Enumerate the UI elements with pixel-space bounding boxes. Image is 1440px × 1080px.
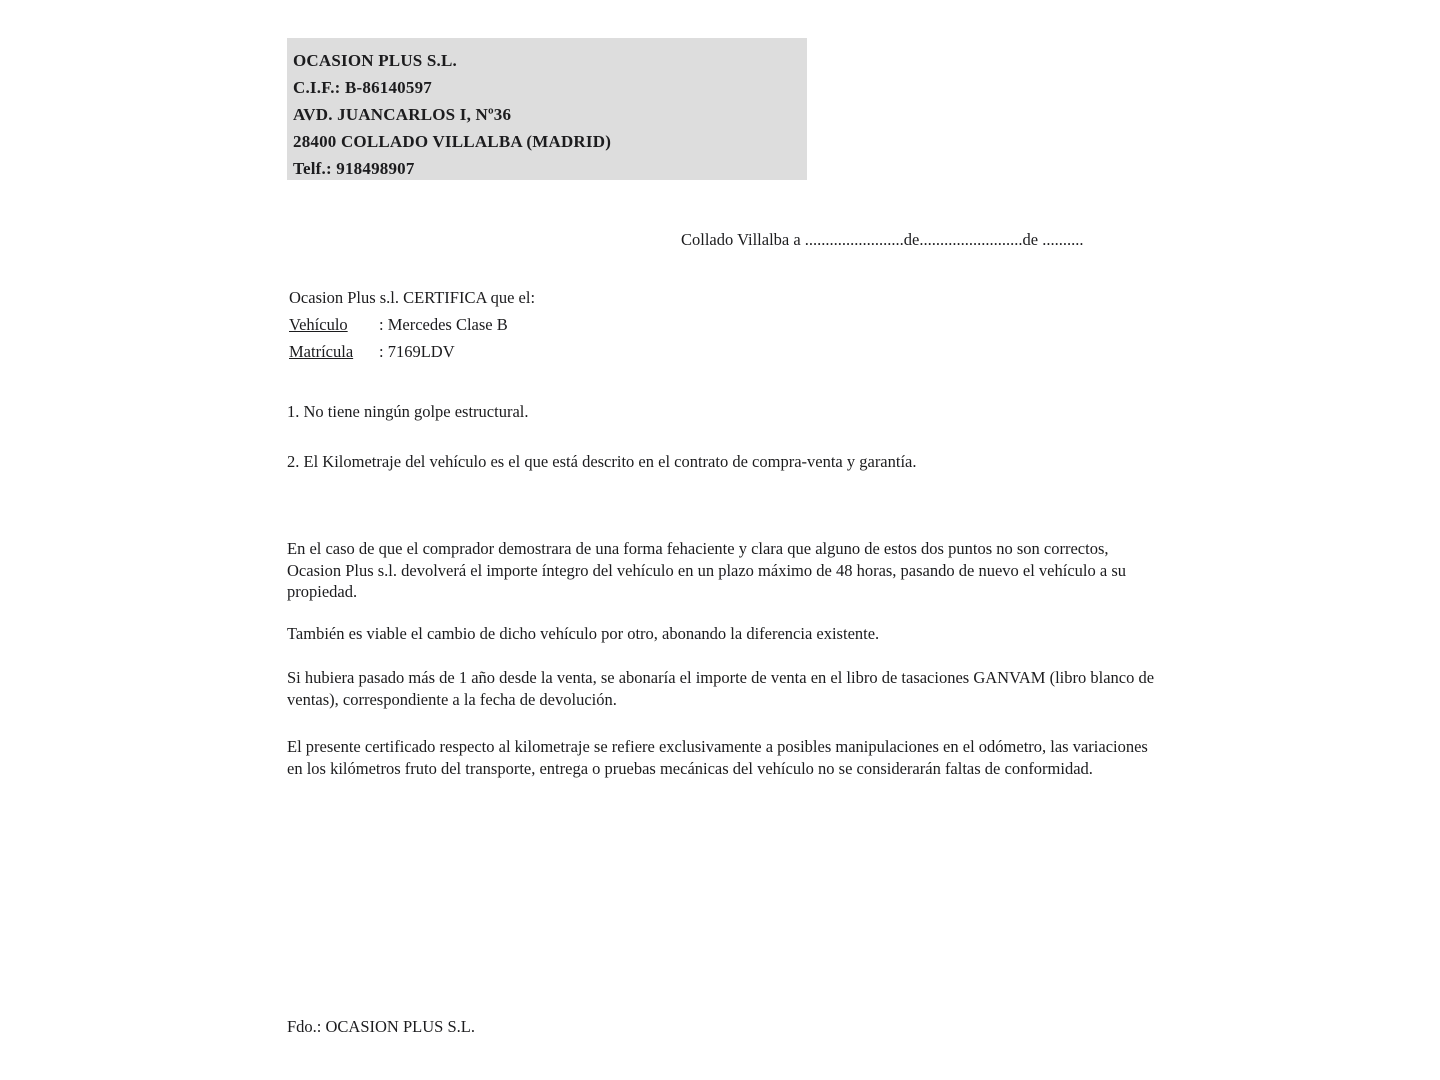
- plate-value: : 7169LDV: [379, 342, 455, 361]
- vehicle-value: : Mercedes Clase B: [379, 315, 508, 334]
- vehicle-label: Vehículo: [289, 315, 348, 334]
- company-address: AVD. JUANCARLOS I, Nº36: [293, 105, 512, 124]
- date-fill-in-line: Collado Villalba a ........................de.........................de ..........: [681, 230, 1084, 249]
- certification-block: [289, 284, 535, 365]
- certified-point-2: 2. El Kilometraje del vehículo es el que está descrito en el contrato de compra-venta y garantía.: [287, 452, 917, 471]
- odometer-disclaimer-paragraph: El presente certificado respecto al kilometraje se refiere exclusivamente a posibles manipulaciones en el odómetro, las variaciones en los kilómetros fruto del transporte, entrega o pruebas mecánicas del vehículo no se considerarán faltas de conformidad.: [287, 737, 1148, 778]
- certify-intro: Ocasion Plus s.l. CERTIFICA que el:: [289, 288, 536, 307]
- company-phone: Telf.: 918498907: [293, 159, 415, 178]
- certified-point-1: 1. No tiene ningún golpe estructural.: [287, 402, 529, 421]
- exchange-paragraph: También es viable el cambio de dicho vehículo por otro, abonando la diferencia existente.: [287, 624, 880, 643]
- signature-line: Fdo.: OCASION PLUS S.L.: [287, 1017, 475, 1036]
- company-city: 28400 COLLADO VILLALBA (MADRID): [293, 132, 612, 151]
- plate-label: Matrícula: [289, 342, 354, 361]
- company-header-block: [287, 38, 807, 180]
- vehicle-row: [289, 311, 535, 338]
- company-cif: C.I.F.: B-86140597: [293, 78, 432, 97]
- plate-row: [289, 338, 535, 365]
- ganvam-paragraph: Si hubiera pasado más de 1 año desde la venta, se abonaría el importe de venta en el libro de tasaciones GANVAM (libro blanco de ventas), correspondiente a la fecha de devolución.: [287, 668, 1155, 709]
- refund-paragraph: En el caso de que el comprador demostrara de una forma fehaciente y clara que alguno de estos dos puntos no son correctos, Ocasion Plus s.l. devolverá el importe íntegro del vehículo en un plazo máximo de 48 horas, pasando de nuevo el vehículo a su propiedad.: [287, 539, 1126, 601]
- company-name: OCASION PLUS S.L.: [293, 51, 457, 70]
